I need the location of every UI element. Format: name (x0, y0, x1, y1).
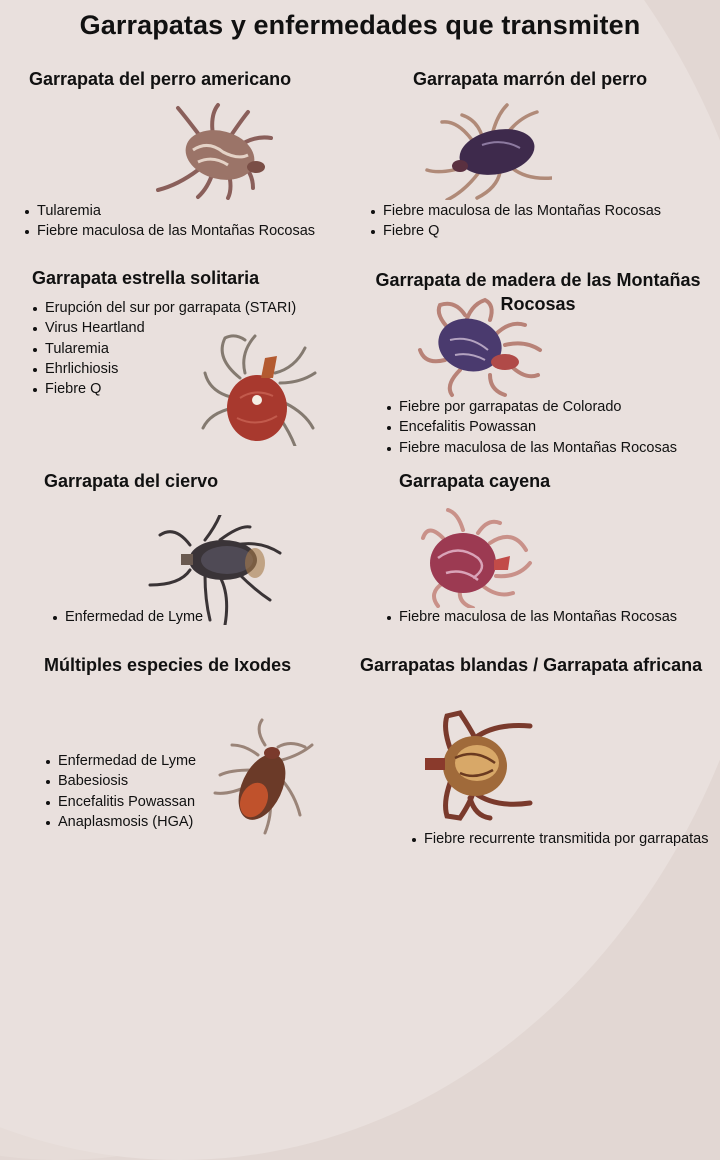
disease-list-soft-african-tick (411, 829, 709, 849)
ixodes-tick-image (210, 715, 320, 835)
disease-list-rocky-mountain-wood-tick (386, 397, 677, 458)
soft-african-tick-image (415, 708, 540, 823)
disease-item: Anaplasmosis (HGA) (45, 812, 196, 832)
disease-item: Fiebre maculosa de las Montañas Rocosas (386, 607, 677, 627)
heading-deer-tick: Garrapata del ciervo (44, 471, 219, 491)
heading-lone-star-tick: Garrapata estrella solitaria (32, 268, 260, 288)
disease-item: Babesiosis (45, 771, 196, 791)
disease-item: Fiebre Q (32, 379, 296, 399)
cayenne-tick-image (418, 508, 533, 608)
disease-item: Fiebre maculosa de las Montañas Rocosas (386, 438, 677, 458)
heading-ixodes: Múltiples especies de Ixodes (44, 655, 292, 675)
disease-item: Encefalitis Powassan (386, 417, 677, 437)
disease-item: Enfermedad de Lyme (52, 607, 203, 627)
heading-line-2: Rocosas (500, 294, 576, 314)
disease-item: Fiebre maculosa de las Montañas Rocosas (370, 201, 661, 221)
heading-brown-dog-tick: Garrapata marrón del perro (413, 69, 648, 89)
disease-item: Fiebre maculosa de las Montañas Rocosas (24, 221, 315, 241)
disease-item: Tularemia (32, 339, 296, 359)
heading-soft-african-tick: Garrapatas blandas / Garrapata africana (360, 655, 703, 675)
disease-list-deer-tick (52, 607, 203, 627)
disease-list-cayenne-tick (386, 607, 677, 627)
heading-american-dog-tick: Garrapata del perro americano (29, 69, 292, 89)
page-title: Garrapatas y enfermedades que transmiten (79, 10, 641, 40)
disease-list-ixodes (45, 751, 196, 832)
disease-item: Fiebre Q (370, 221, 661, 241)
disease-item: Erupción del sur por garrapata (STARI) (32, 298, 296, 318)
american-dog-tick-image (148, 100, 278, 200)
disease-item: Fiebre por garrapatas de Colorado (386, 397, 677, 417)
brown-dog-tick-image (412, 100, 552, 200)
heading-line-1: Garrapata de madera de las Montañas (375, 270, 701, 290)
lone-star-tick-image (195, 328, 320, 446)
disease-list-american-dog-tick (24, 201, 315, 242)
disease-item: Fiebre recurrente transmitida por garrapatas (411, 829, 709, 849)
heading-cayenne-tick: Garrapata cayena (399, 471, 551, 491)
disease-item: Enfermedad de Lyme (45, 751, 196, 771)
disease-item: Virus Heartland (32, 318, 296, 338)
rocky-mountain-wood-tick-image (410, 290, 545, 398)
disease-item: Encefalitis Powassan (45, 792, 196, 812)
disease-list-brown-dog-tick (370, 201, 661, 242)
disease-item: Ehrlichiosis (32, 359, 296, 379)
disease-item: Tularemia (24, 201, 315, 221)
